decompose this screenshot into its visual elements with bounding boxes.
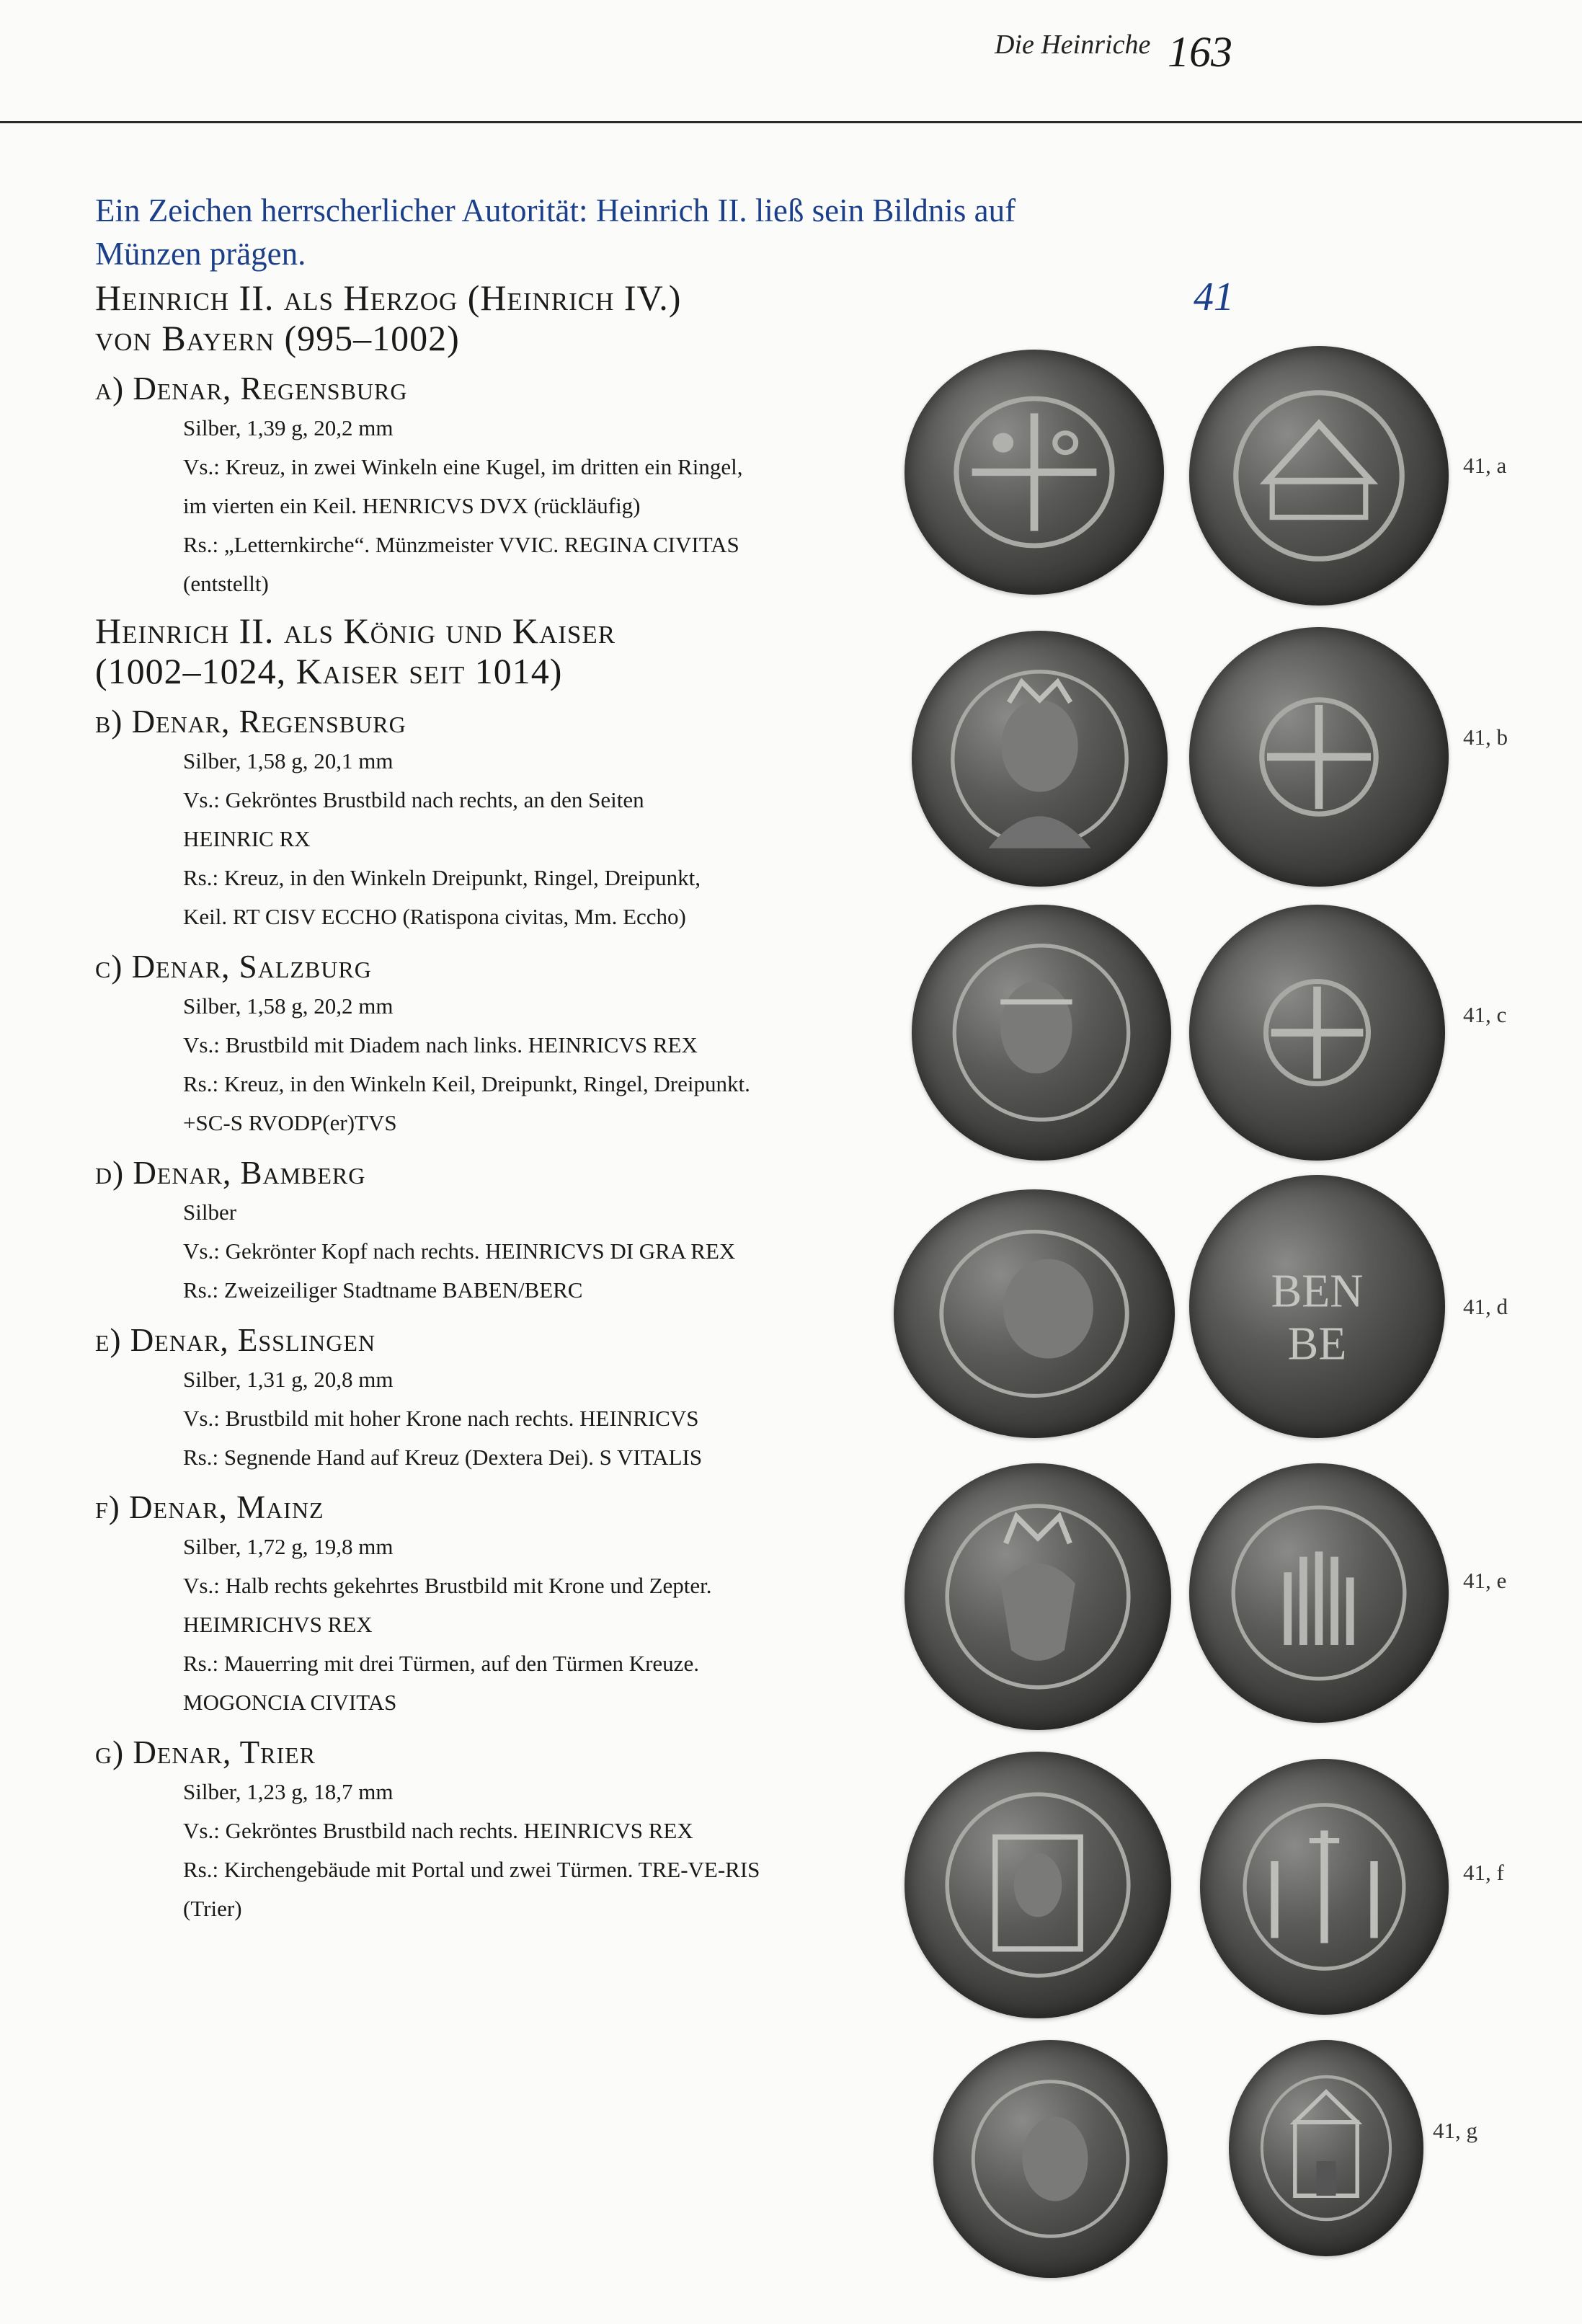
section-heading: Heinrich II. als Herzog (Heinrich IV.) (95, 278, 682, 318)
coin-detail: +SC-S RVODP(er)TVS (183, 1110, 397, 1135)
plate-label: 41, g (1433, 2118, 1477, 2143)
coin-detail: HEINRIC RX (183, 826, 311, 851)
section-heading: Heinrich II. als König und Kaiser (95, 611, 616, 651)
coin-heading: f) Denar, Mainz (95, 1489, 324, 1525)
coin-entry-d (95, 1153, 888, 1310)
plate-label: 41, a (1463, 453, 1507, 478)
coin-heading: b) Denar, Regensburg (95, 704, 406, 740)
coin-detail: Vs.: Gekröntes Brustbild nach rechts, an den Seiten (183, 787, 644, 812)
coin-detail: Vs.: Gekrönter Kopf nach rechts. HEINRICVS DI GRA REX (183, 1238, 736, 1264)
coin-detail: Vs.: Gekröntes Brustbild nach rechts. HEINRICVS REX (183, 1818, 693, 1843)
coin-heading: d) Denar, Bamberg (95, 1155, 366, 1191)
coin-detail: Rs.: „Letternkirche“. Münzmeister VVIC. REGINA CIVITAS (183, 532, 739, 557)
header-rule (0, 121, 1582, 123)
coin-detail: Rs.: Kirchengebäude mit Portal und zwei Türmen. TRE-VE-RIS (183, 1857, 760, 1882)
coin-detail: Vs.: Brustbild mit Diadem nach links. HEINRICVS REX (183, 1032, 698, 1057)
coin-legend: BE (1287, 1317, 1347, 1370)
coin-legend: BEN (1271, 1264, 1364, 1318)
coin-41f-obverse (905, 1752, 1171, 2018)
catalog-number: 41 (1194, 275, 1234, 319)
coin-41a-reverse (1189, 346, 1449, 606)
coin-entry-g (95, 1732, 888, 1928)
coin-41e-reverse (1189, 1463, 1449, 1723)
coin-entry-f (95, 1487, 888, 1722)
coin-detail: Silber (183, 1199, 237, 1225)
coin-41c-reverse (1189, 905, 1445, 1161)
coin-detail: Rs.: Segnende Hand auf Kreuz (Dextera Dei). S VITALIS (183, 1445, 703, 1470)
coin-detail: Vs.: Halb rechts gekehrtes Brustbild mit Krone und Zepter. (183, 1573, 712, 1598)
coin-detail: MOGONCIA CIVITAS (183, 1690, 397, 1715)
coin-detail: Keil. RT CISV ECCHO (Ratispona civitas, Mm. Eccho) (183, 904, 686, 929)
coin-heading: e) Denar, Esslingen (95, 1322, 376, 1358)
plate-label: 41, b (1463, 724, 1508, 750)
coin-detail: Rs.: Kreuz, in den Winkeln Keil, Dreipunkt, Ringel, Dreipunkt. (183, 1071, 750, 1096)
plate-label: 41, f (1463, 1860, 1504, 1885)
coin-entry-e (95, 1320, 888, 1477)
plate-label: 41, d (1463, 1294, 1508, 1319)
coin-detail: Vs.: Kreuz, in zwei Winkeln eine Kugel, im dritten ein Ringel, (183, 454, 743, 479)
coin-41g-obverse (933, 2040, 1168, 2278)
coin-41f-reverse (1200, 1759, 1449, 2015)
coin-41b-obverse (912, 631, 1168, 887)
coin-detail: Silber, 1,72 g, 19,8 mm (183, 1534, 394, 1559)
coin-detail: Rs.: Mauerring mit drei Türmen, auf den Türmen Kreuze. (183, 1651, 699, 1676)
section-heading: (1002–1024, Kaiser seit 1014) (95, 651, 563, 691)
coin-detail: HEIMRICHVS REX (183, 1612, 373, 1637)
plate-label: 41, e (1463, 1568, 1507, 1593)
figure-caption: Ein Zeichen herrscherlicher Autorität: Heinrich II. ließ sein Bildnis auf Münzen prägen. (95, 192, 1016, 272)
coin-heading: c) Denar, Salzburg (95, 949, 372, 985)
coin-heading: g) Denar, Trier (95, 1734, 316, 1770)
coin-41b-reverse (1189, 627, 1449, 887)
coin-41g-reverse (1229, 2040, 1423, 2256)
coin-41d-reverse (1189, 1175, 1445, 1438)
section-heading: von Bayern (995–1002) (95, 318, 460, 358)
coin-entry-c (95, 946, 888, 1143)
coin-heading: a) Denar, Regensburg (95, 371, 408, 407)
coin-entry-b (95, 701, 888, 936)
coin-41a-obverse (905, 350, 1164, 595)
coin-detail: Rs.: Kreuz, in den Winkeln Dreipunkt, Ringel, Dreipunkt, (183, 865, 701, 890)
coin-detail: Silber, 1,58 g, 20,1 mm (183, 748, 394, 773)
coin-detail: Vs.: Brustbild mit hoher Krone nach rechts. HEINRICVS (183, 1406, 699, 1431)
coin-detail: Rs.: Zweizeiliger Stadtname BABEN/BERC (183, 1277, 583, 1303)
page-number: 163 (1168, 28, 1232, 76)
coin-41c-obverse (912, 905, 1171, 1161)
coin-detail: Silber, 1,31 g, 20,8 mm (183, 1367, 394, 1392)
coin-entry-a (95, 368, 888, 603)
coin-41e-obverse (905, 1463, 1171, 1730)
coin-detail: Silber, 1,23 g, 18,7 mm (183, 1779, 394, 1804)
plate-label: 41, c (1463, 1002, 1507, 1027)
coin-detail: (entstellt) (183, 571, 269, 596)
catalog-text (95, 278, 888, 1928)
coin-detail: Silber, 1,39 g, 20,2 mm (183, 415, 394, 440)
coin-detail: Silber, 1,58 g, 20,2 mm (183, 993, 394, 1019)
coin-detail: im vierten ein Keil. HENRICVS DVX (rückläufig) (183, 493, 641, 518)
running-head: Die Heinriche (995, 30, 1151, 60)
coin-detail: (Trier) (183, 1896, 242, 1921)
coin-41d-obverse (894, 1189, 1175, 1438)
